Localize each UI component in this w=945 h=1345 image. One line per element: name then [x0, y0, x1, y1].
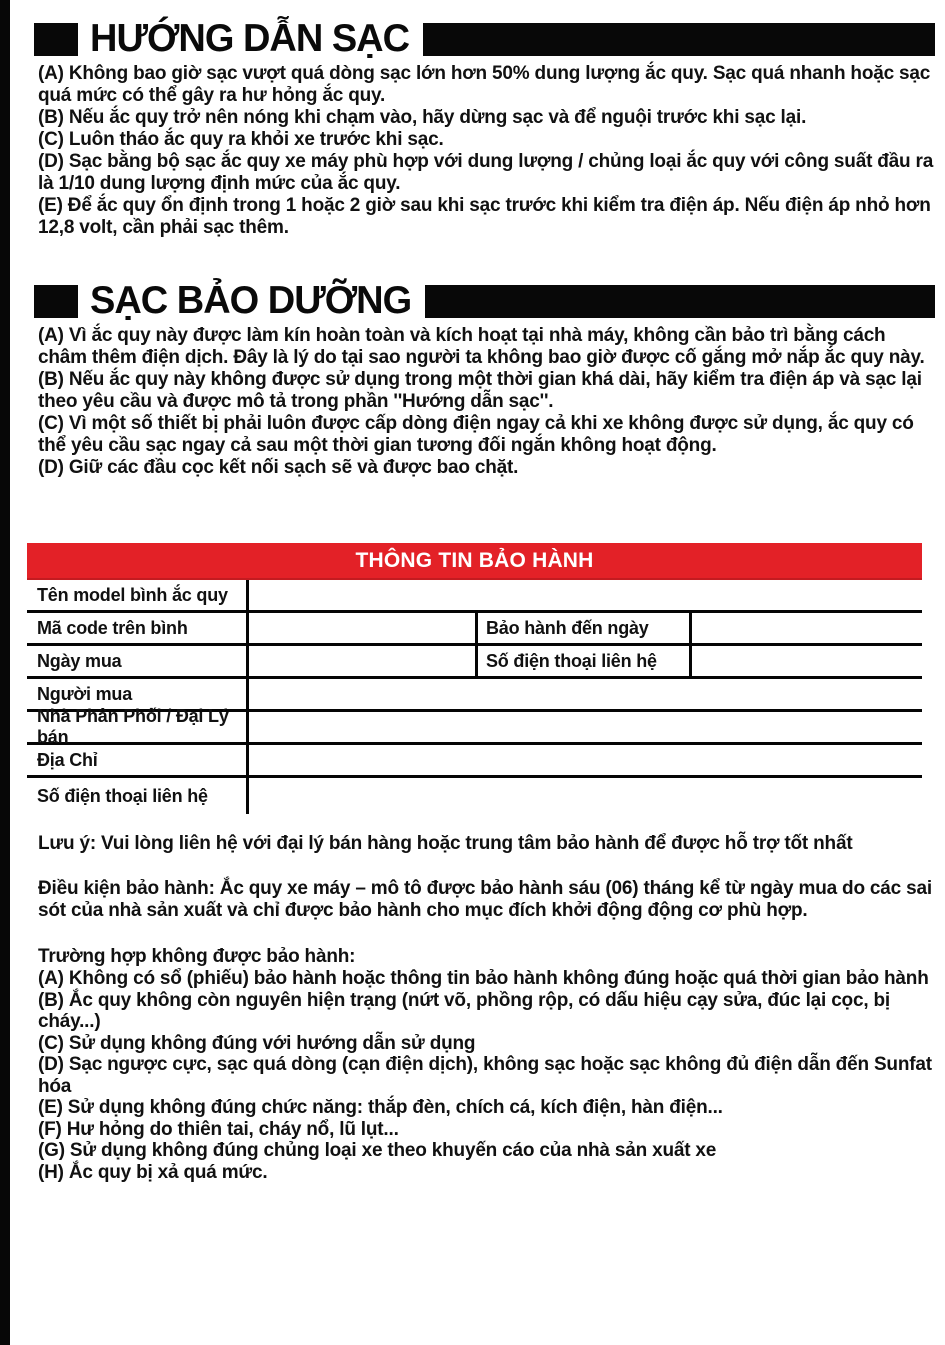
instruction-item: (A) Vì ắc quy này được làm kín hoàn toàn và kích hoạt tại nhà máy, không cần bảo trì bằng cách châm thêm điện dịch. Đây là lý do tại sao người ta không bao giờ được cố gắng mở nắp ắc quy này.: [38, 325, 925, 368]
section-header-charging: [27, 17, 935, 61]
header-rule-bar: [423, 23, 935, 56]
instruction-item: (D) Giữ các đầu cọc kết nối sạch sẽ và được bao chặt.: [38, 457, 519, 478]
instruction-item: (A) Không bao giờ sạc vượt quá dòng sạc lớn hơn 50% dung lượng ắc quy. Sạc quá nhanh hoặc sạc quá mức có thể gây ra hư hỏng ắc quy.: [38, 63, 931, 106]
exclusion-item: (D) Sạc ngược cực, sạc quá dòng (cạn điện dịch), không sạc hoặc sạc không đủ điện dẫn đến Sunfat hóa: [38, 1054, 932, 1097]
exclusion-item: (H) Ắc quy bị xả quá mức.: [38, 1161, 268, 1183]
page-left-edge-bar: [0, 0, 10, 1345]
warranty-table-row: [27, 706, 922, 747]
row-second-label: Bảo hành đến ngày: [478, 613, 692, 643]
row-value-cell: [249, 580, 922, 610]
header-rule-bar: [425, 285, 935, 318]
row-label: Người mua: [27, 679, 249, 709]
row-value-cell: [249, 712, 922, 742]
instruction-item: (D) Sạc bằng bộ sạc ắc quy xe máy phù hợp với dung lượng / chủng loại ắc quy với công suất đầu ra là 1/10 dung lượng định mức của ắc quy.: [38, 151, 934, 194]
section-charging-instructions: [27, 0, 935, 239]
warranty-table-row: [27, 580, 922, 613]
row-label: Số điện thoại liên hệ: [27, 778, 249, 814]
section-maintenance-charging: [27, 279, 935, 479]
row-label: Mã code trên bình: [27, 613, 249, 643]
instruction-item: (E) Để ắc quy ổn định trong 1 hoặc 2 giờ sau khi sạc trước khi kiểm tra điện áp. Nếu điện áp nhỏ hơn 12,8 volt, cần phải sạc thêm.: [38, 195, 931, 238]
instruction-item: (C) Vì một số thiết bị phải luôn được cấp dòng điện ngay cả khi xe không được sử dụng, ắc quy có thể yêu cầu sạc ngay cả sau một thời gian tương đối ngắn không hoạt động.: [38, 413, 914, 456]
warranty-info-table: [27, 543, 922, 814]
charging-instructions-list: [38, 63, 935, 239]
maintenance-instructions-list: [38, 325, 935, 479]
row-value-cell: [249, 778, 922, 814]
support-note: Lưu ý: Vui lòng liên hệ với đại lý bán hàng hoặc trung tâm bảo hành để được hỗ trợ tốt nhất: [38, 833, 853, 854]
header-square-icon: [34, 285, 78, 318]
exclusions-list: [27, 968, 935, 1183]
row-label: Ngày mua: [27, 646, 249, 676]
section-title-maintenance: SẠC BẢO DƯỠNG: [90, 279, 412, 323]
exclusion-item: (G) Sử dụng không đúng chủng loại xe theo khuyến cáo của nhà sản xuất xe: [38, 1140, 717, 1161]
row-value-cell: [249, 679, 922, 709]
row-value-cell: [249, 646, 478, 676]
row-value-cell: [249, 613, 478, 643]
row-label: Tên model bình ắc quy: [27, 580, 249, 610]
warranty-table-row: [27, 778, 922, 814]
exclusions-title: Trường hợp không được bảo hành:: [38, 946, 356, 967]
instruction-item: (B) Nếu ắc quy trở nên nóng khi chạm vào, hãy dừng sạc và để nguội trước khi sạc lại.: [38, 107, 807, 128]
instruction-item: (B) Nếu ắc quy này không được sử dụng trong một thời gian khá dài, hãy kiểm tra điện áp và sạc lại theo yêu cầu và được mô tả trong phần ''Hướng dẫn sạc''.: [38, 369, 922, 412]
warranty-table-row: [27, 745, 922, 778]
exclusion-item: (F) Hư hỏng do thiên tai, cháy nổ, lũ lụt...: [38, 1118, 399, 1140]
exclusion-item: (C) Sử dụng không đúng với hướng dẫn sử dụng: [38, 1032, 476, 1054]
section-title-charging: HƯỚNG DẪN SẠC: [90, 17, 410, 61]
warranty-table-rows: [27, 580, 922, 814]
row-second-value-cell: [692, 613, 922, 643]
row-label: Nhà Phân Phối / Đại Lý bán: [27, 712, 249, 742]
exclusion-item: (B) Ắc quy không còn nguyên hiện trạng (nứt võ, phồng rộp, có dấu hiệu cạy sửa, đúc lại cọc, bị cháy...): [38, 989, 890, 1032]
instruction-item: (C) Luôn tháo ắc quy ra khỏi xe trước khi sạc.: [38, 129, 444, 150]
row-value-cell: [249, 745, 922, 775]
warranty-table-row: [27, 646, 922, 679]
warranty-table-row: [27, 613, 922, 646]
header-square-icon: [34, 23, 78, 56]
row-second-value-cell: [692, 646, 922, 676]
section-header-maintenance: [27, 279, 935, 323]
row-label: Địa Chỉ: [27, 745, 249, 775]
warranty-table-title: THÔNG TIN BẢO HÀNH: [27, 543, 922, 580]
row-second-label: Số điện thoại liên hệ: [478, 646, 692, 676]
exclusion-item: (E) Sử dụng không đúng chức năng: thắp đèn, chích cá, kích điện, hàn điện...: [38, 1097, 723, 1118]
warranty-conditions: Điều kiện bảo hành: Ắc quy xe máy – mô tô được bảo hành sáu (06) tháng kể từ ngày mua do các sai sót của nhà sản xuất và chỉ được bảo hành cho mục đích khởi động động cơ phù hợp.: [38, 878, 932, 921]
exclusion-item: (A) Không có sổ (phiếu) bảo hành hoặc thông tin bảo hành không đúng hoặc quá thời gian bảo hành: [38, 968, 929, 989]
document-content: [27, 0, 935, 1183]
